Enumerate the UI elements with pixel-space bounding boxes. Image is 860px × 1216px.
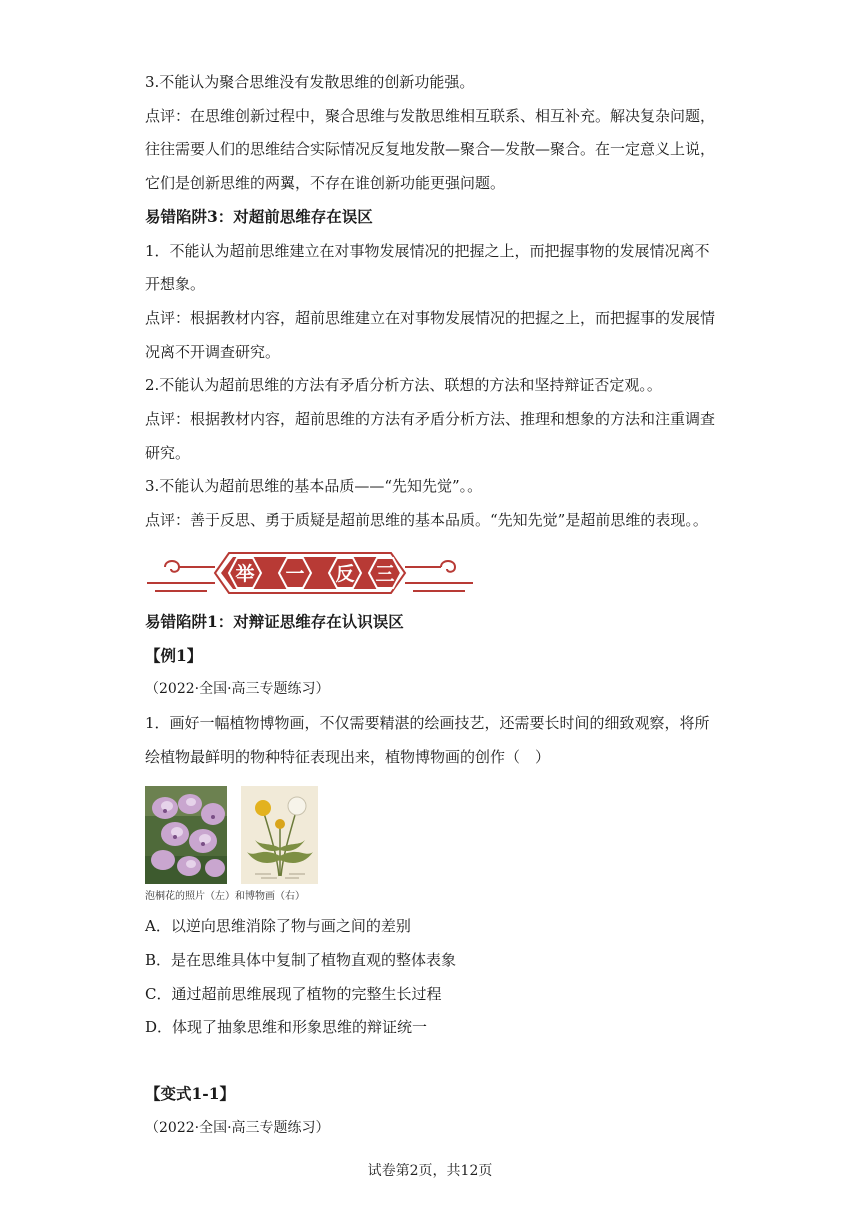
variant-label: 【变式1-1】: [145, 1084, 236, 1103]
answer-option-d[interactable]: D．体现了抽象思维和形象思维的辩证统一: [145, 1018, 428, 1036]
statement-item: 2.不能认为超前思维的方法有矛盾分析方法、联想的方法和坚持辩证否定观。。: [145, 376, 662, 394]
comment-text: 点评：根据教材内容，超前思维的方法有矛盾分析方法、推理和想象的方法和注重调查: [145, 410, 716, 428]
answer-option-b[interactable]: B．是在思维具体中复制了植物直观的整体表象: [145, 951, 457, 969]
comment-text: 点评：在思维创新过程中，聚合思维与发散思维相互联系、相互补充。解决复杂问题，: [145, 107, 716, 125]
question-text: 1．画好一幅植物博物画，不仅需要精湛的绘画技艺，还需要长时间的细致观察，将所: [145, 714, 710, 732]
decorative-swirl-right: [405, 561, 473, 591]
statement-item: 开想象。: [145, 275, 206, 293]
example-label: 【例1】: [145, 646, 203, 665]
banner-char: 一: [285, 563, 305, 585]
answer-option-c[interactable]: C．通过超前思维展现了植物的完整生长过程: [145, 985, 442, 1003]
statement-item: 3.不能认为超前思维的基本品质——“先知先觉”。。: [145, 477, 483, 495]
image-caption: 泡桐花的照片（左）和博物画（右）: [145, 891, 305, 902]
comment-text: 况离不开调查研究。: [145, 343, 281, 361]
comment-text: 往往需要人们的思维结合实际情况反复地发散—聚合—发散—聚合。在一定意义上说，: [145, 140, 716, 158]
botanical-painting-image: [241, 786, 318, 884]
flower-photo-image: [145, 786, 227, 884]
statement-item: 3.不能认为聚合思维没有发散思维的创新功能强。: [145, 73, 475, 91]
banner-char: 三: [375, 563, 395, 585]
page-footer: 试卷第2页，共12页: [367, 1163, 493, 1179]
section-heading: 易错陷阱3：对超前思维存在误区: [145, 207, 373, 226]
decorative-swirl-left: [147, 561, 215, 591]
comment-text: 点评：根据教材内容，超前思维建立在对事物发展情况的把握之上，而把握事的发展情: [145, 309, 716, 327]
question-source: （2022·全国·高三专题练习）: [145, 681, 330, 697]
question-text: 绘植物最鲜明的物种特征表现出来，植物博物画的创作（ ）: [145, 748, 551, 766]
comment-text: 它们是创新思维的两翼，不存在谁创新功能更强问题。: [145, 174, 506, 192]
section-banner: [145, 543, 475, 603]
answer-option-a[interactable]: A．以逆向思维消除了物与画之间的差别: [145, 917, 411, 935]
banner-char: 反: [335, 563, 355, 585]
section-heading: 易错陷阱1：对辩证思维存在认识误区: [145, 612, 404, 631]
question-source: （2022·全国·高三专题练习）: [145, 1120, 330, 1136]
banner-char: 举: [235, 563, 255, 585]
statement-item: 1．不能认为超前思维建立在对事物发展情况的把握之上，而把握事物的发展情况离不: [145, 242, 710, 260]
comment-text: 点评：善于反思、勇于质疑是超前思维的基本品质。“先知先觉”是超前思维的表现。。: [145, 511, 708, 529]
comment-text: 研究。: [145, 444, 191, 462]
